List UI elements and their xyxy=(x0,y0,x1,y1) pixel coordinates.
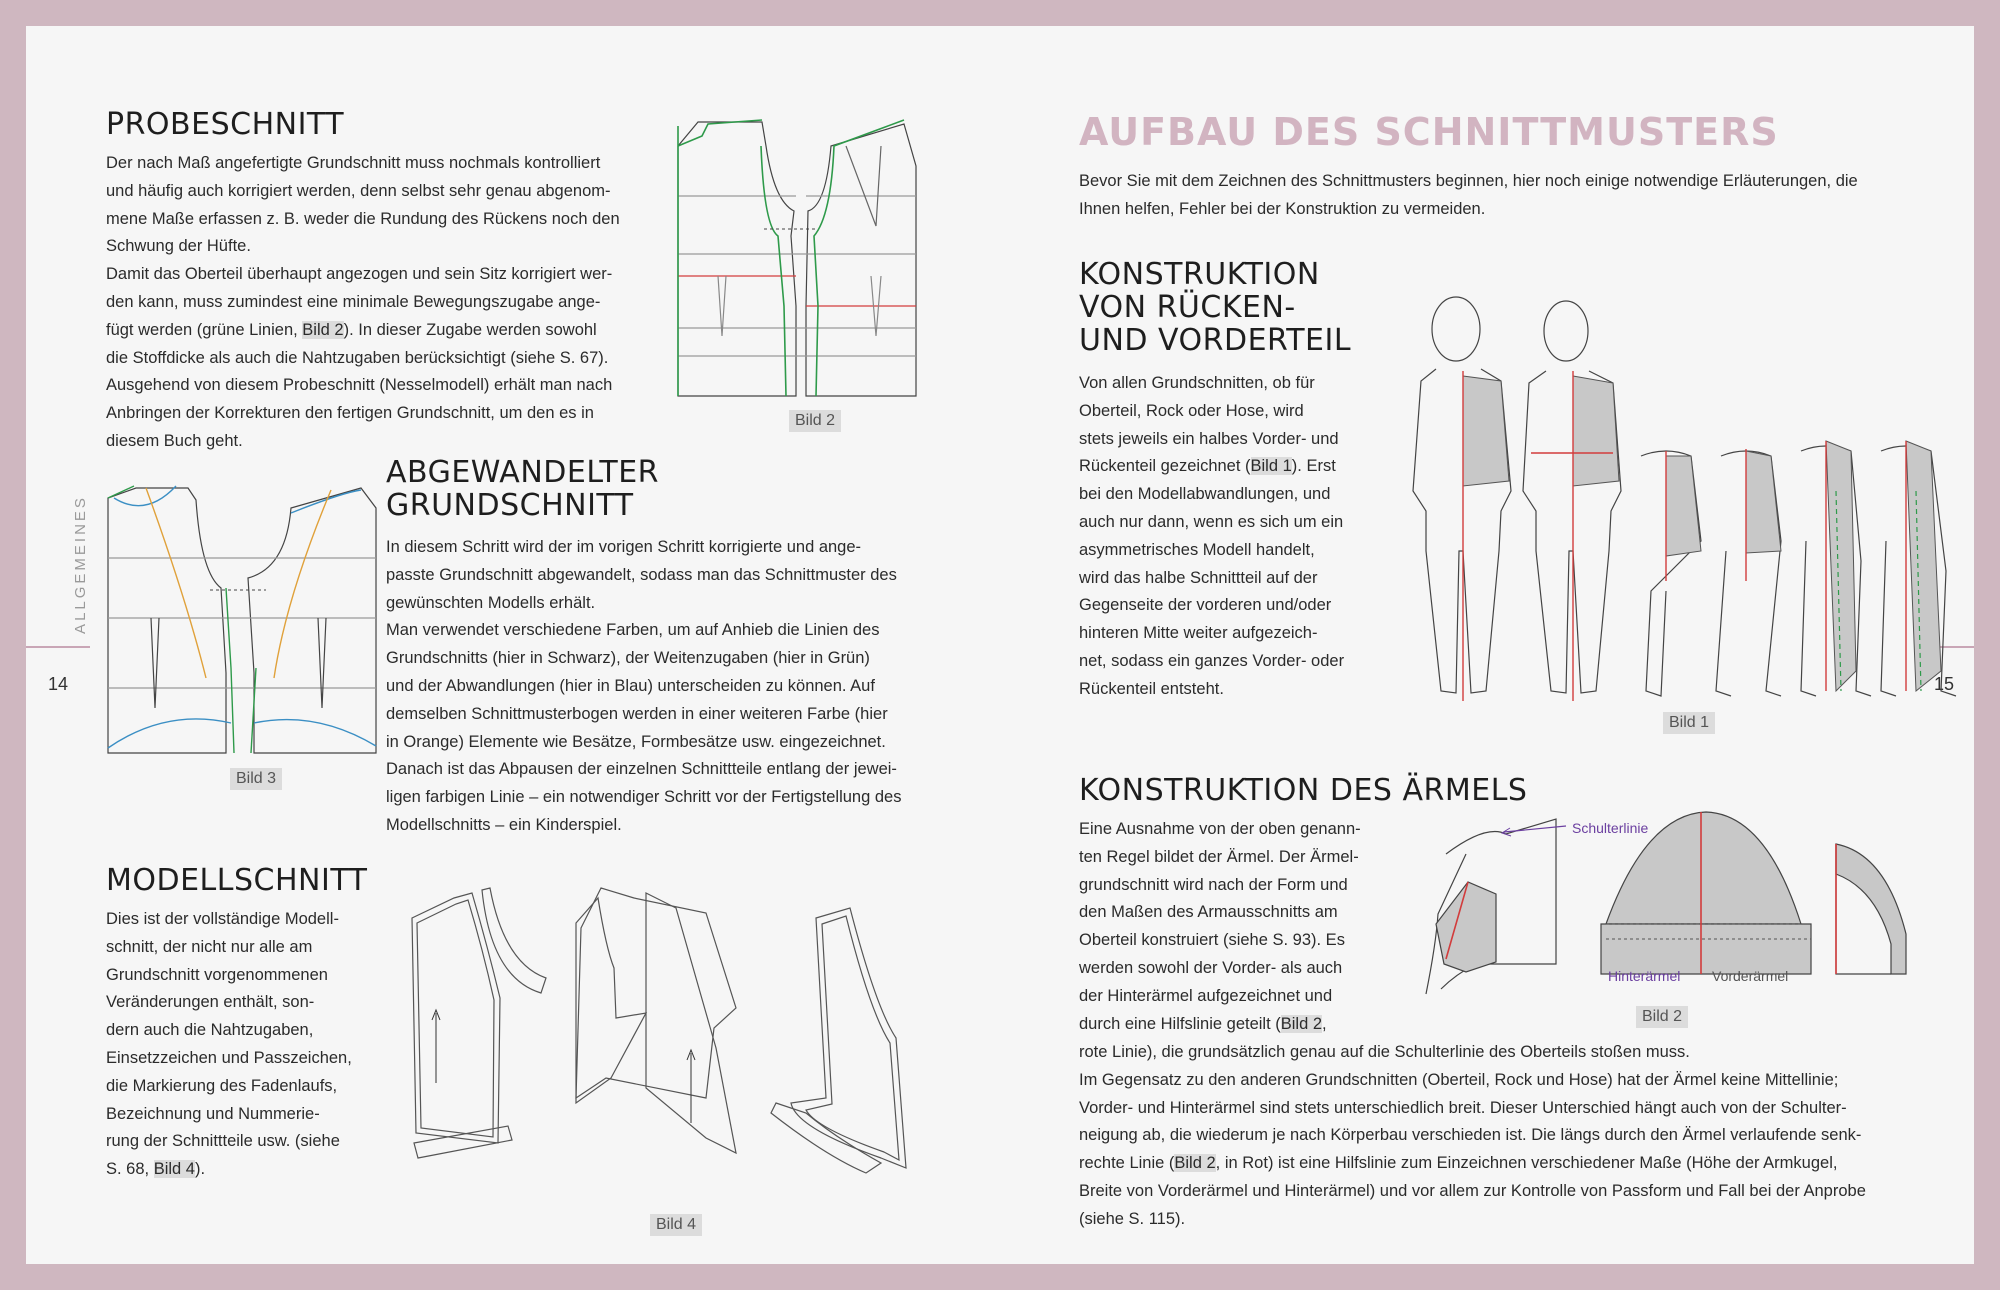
modellschnitt-pattern-figure xyxy=(406,888,936,1198)
label-back-sleeve: Hinterärmel xyxy=(1608,968,1681,984)
abgewandelt-text: In diesem Schritt wird der im vorigen Schritt korrigierte und ange- passte Grundschnitt abgewandelt, sodass man das Schnittmuster des gewünschten Modells erhält. Man verwendet verschiedene Farben, um auf Anhieb die Linien des Grundschnitts (hier in Schwarz), der Weitenzugaben (hier in Grün) und der Abwandlungen (hier in Blau) unterscheiden zu können. Auf demselben Schnittmusterbogen werden in einer weiteren Farbe (hier in Orange) Elemente wie Besätze, Formbesätze usw. eingezeichnet. Danach ist das Abpausen der einzelnen Schnittteile entlang der jewei- ligen farbigen Linie – ein notwendiger Schritt vor der Fertigstellung des Modellschnitts – ein Kinderspiel. xyxy=(386,538,902,834)
konstruktion-ruecken-text-part2: ). Erst bei den Modellabwandlungen, und auch nur dann, wenn es sich um ein asymmetrisches Modell handelt, wird das halbe Schnittteil auf der Gegenseite der vorderen und/oder hinteren Mitte weiter aufgezeich- net, sodass ein ganzes Vorder- oder Rückenteil entsteht. xyxy=(1079,457,1345,698)
figure-caption: Bild 2 xyxy=(1636,1006,1688,1028)
grundschnitt-pattern-figure xyxy=(106,478,391,758)
figure-caption: Bild 3 xyxy=(230,768,282,790)
konstruktion-aermel-text-part4: , in Rot) ist eine Hilfslinie zum Einzeichnen verschiedener Maße (Höhe der Armkugel, Breite von Vorderärmel und Hinterärmel) und vor allem zur Kontrolle von Passform und Fall bei der Anprobe (siehe S. 115). xyxy=(1079,1154,1866,1228)
section-title-abgewandelt: ABGEWANDELTER GRUNDSCHNITT xyxy=(386,455,660,523)
label-shoulder-line: Schulterlinie xyxy=(1572,820,1649,836)
page-title: AUFBAU DES SCHNITTMUSTERS xyxy=(1079,110,1779,154)
probeschnitt-text xyxy=(106,150,666,456)
probeschnitt-text-part1: Der nach Maß angefertigte Grundschnitt muss nochmals kontrolliert und häufig auch korrigiert werden, denn selbst sehr genau abgenom- mene Maße erfassen z. B. weder die Rundung des Rückens noch den Schwung der Hüfte. Damit das Oberteil überhaupt angezogen und sein Sitz korrigiert wer- den kann, muss zumindest eine minimale Bewegungszugabe ange- fügt werden (grüne Linien, xyxy=(106,154,620,339)
figure-reference: Bild 2 xyxy=(1174,1154,1216,1173)
modellschnitt-text xyxy=(106,906,368,1184)
book-spread xyxy=(26,26,1974,1264)
intro-text: Bevor Sie mit dem Zeichnen des Schnittmusters beginnen, hier noch einige notwendige Erläuterungen, die Ihnen helfen, Fehler bei der Konstruktion zu vermeiden. xyxy=(1079,172,1858,218)
konstruktion-aermel-text xyxy=(1079,816,1389,1038)
konstruktion-ruecken-text xyxy=(1079,370,1387,704)
section-title-konstruktion-ruecken: KONSTRUKTION VON RÜCKEN- UND VORDERTEIL xyxy=(1079,257,1352,358)
probeschnitt-pattern-figure xyxy=(666,106,956,406)
figure-caption: Bild 4 xyxy=(650,1214,702,1236)
section-title-modellschnitt: MODELLSCHNITT xyxy=(106,863,368,898)
side-tab-label: ALLGEMEINES xyxy=(71,495,89,634)
konstruktion-aermel-text-part1: Eine Ausnahme von der oben genann- ten Regel bildet der Ärmel. Der Ärmel- grundschnitt wird nach der Form und den Maßen des Armausschnitts am Oberteil konstruiert (siehe S. 93). Es werden sowohl der Vorder- als auch der Hinterärmel aufgezeichnet und durch eine Hilfslinie geteilt ( xyxy=(1079,820,1361,1033)
figure-reference: Bild 2 xyxy=(302,320,344,339)
konstruktion-aermel-text-part2: , xyxy=(1322,1014,1327,1033)
body-halves-figure xyxy=(1401,291,1961,711)
section-title-probeschnitt: PROBESCHNITT xyxy=(106,107,345,142)
right-page-number: 15 xyxy=(1934,674,1955,694)
figure-reference: Bild 2 xyxy=(1280,1014,1323,1033)
modellschnitt-text-part1: Dies ist der vollständige Modell- schnitt, der nicht nur alle am Grundschnitt vorgenommenen Veränderungen enthält, son- dern auch die Nahtzugaben, Einsetzzeichen und Passzeichen, die Markierung des Fadenlaufs, Bezeichnung und Nummerie- rung der Schnittteile usw. (siehe S. 68, xyxy=(106,910,352,1179)
konstruktion-ruecken-text-part1: Von allen Grundschnitten, ob für Oberteil, Rock oder Hose, wird stets jeweils ein halbes Vorder- und Rückenteil gezeichnet ( xyxy=(1079,374,1339,476)
figure-reference: Bild 4 xyxy=(153,1160,195,1179)
label-front-sleeve: Vorderärmel xyxy=(1712,968,1789,984)
left-page-number: 14 xyxy=(48,674,69,694)
left-margin-rule xyxy=(26,646,90,648)
figure-reference: Bild 1 xyxy=(1250,457,1292,476)
probeschnitt-text-part2: ). In dieser Zugabe werden sowohl die Stoffdicke als auch die Nahtzugaben berücksichtigt (siehe S. 67). Ausgehend von diesem Probeschnitt (Nesselmodell) erhält man nach Anbringen der Korrekturen den fertigen Grundschnitt, um den es in diesem Buch geht. xyxy=(106,320,613,450)
modellschnitt-text-part2: ). xyxy=(194,1160,206,1179)
figure-caption: Bild 2 xyxy=(789,410,841,432)
konstruktion-aermel-text-continued xyxy=(1079,1039,1929,1234)
konstruktion-aermel-text-part3: rote Linie), die grundsätzlich genau auf die Schulterlinie des Oberteils stoßen muss. Im Gegensatz zu den anderen Grundschnitten (Oberteil, Rock und Hose) hat der Ärmel keine Mittellinie; Vorder- und Hinterärmel sind stets unterschiedlich breit. Dieser Unterschied hängt auch von der Schulter- neigung ab, die wiederum je nach Körperbau verschieden ist. Die längs durch den Ärmel verlaufende senk- rechte Linie ( xyxy=(1079,1043,1862,1173)
figure-caption: Bild 1 xyxy=(1663,712,1715,734)
section-title-konstruktion-aermel: KONSTRUKTION DES ÄRMELS xyxy=(1079,773,1528,808)
